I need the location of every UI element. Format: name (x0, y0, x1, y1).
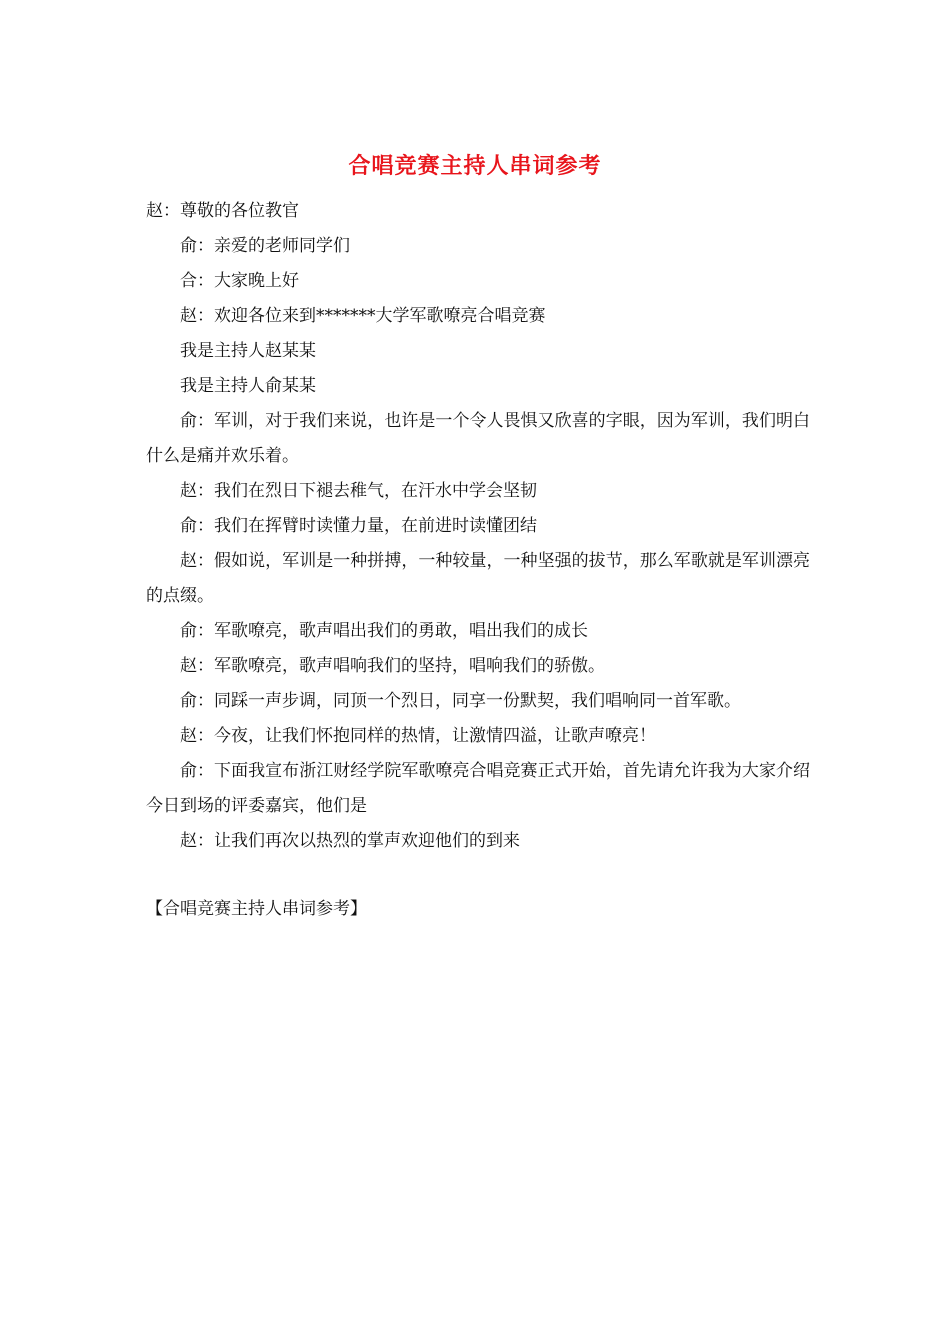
paragraph: 俞：军训，对于我们来说，也许是一个令人畏惧又欣喜的字眼，因为军训，我们明白什么是痛并欢乐着。 (146, 411, 810, 466)
paragraph: 俞：我们在挥臂时读懂力量，在前进时读懂团结 (180, 516, 537, 536)
paragraph: 赵：欢迎各位来到*******大学军歌嘹亮合唱竞赛 (180, 306, 546, 326)
paragraph: 赵：我们在烈日下褪去稚气，在汗水中学会坚韧 (180, 481, 537, 501)
paragraph: 我是主持人赵某某 (180, 341, 316, 361)
paragraph: 赵：尊敬的各位教官 (146, 201, 299, 221)
paragraph: 俞：同踩一声步调，同顶一个烈日，同享一份默契，我们唱响同一首军歌。 (180, 691, 741, 711)
paragraph: 我是主持人俞某某 (180, 376, 316, 396)
paragraph: 合：大家晚上好 (180, 271, 299, 291)
document-body (146, 194, 810, 859)
paragraph: 赵：军歌嘹亮，歌声唱响我们的坚持，唱响我们的骄傲。 (180, 656, 605, 676)
paragraph: 赵：让我们再次以热烈的掌声欢迎他们的到来 (180, 831, 520, 851)
paragraph: 俞：下面我宣布浙江财经学院军歌嘹亮合唱竞赛正式开始，首先请允许我为大家介绍今日到场的评委嘉宾，他们是 (146, 761, 810, 816)
paragraph: 俞：军歌嘹亮，歌声唱出我们的勇敢，唱出我们的成长 (180, 621, 588, 641)
paragraph: 俞：亲爱的老师同学们 (180, 236, 350, 256)
document-title: 合唱竞赛主持人串词参考 (348, 153, 602, 179)
paragraph: 赵：今夜，让我们怀抱同样的热情，让激情四溢，让歌声嘹亮！ (180, 726, 656, 746)
document-footer: 【合唱竞赛主持人串词参考】 (146, 899, 367, 919)
paragraph: 赵：假如说，军训是一种拼搏，一种较量，一种坚强的拔节，那么军歌就是军训漂亮的点缀。 (146, 551, 810, 606)
